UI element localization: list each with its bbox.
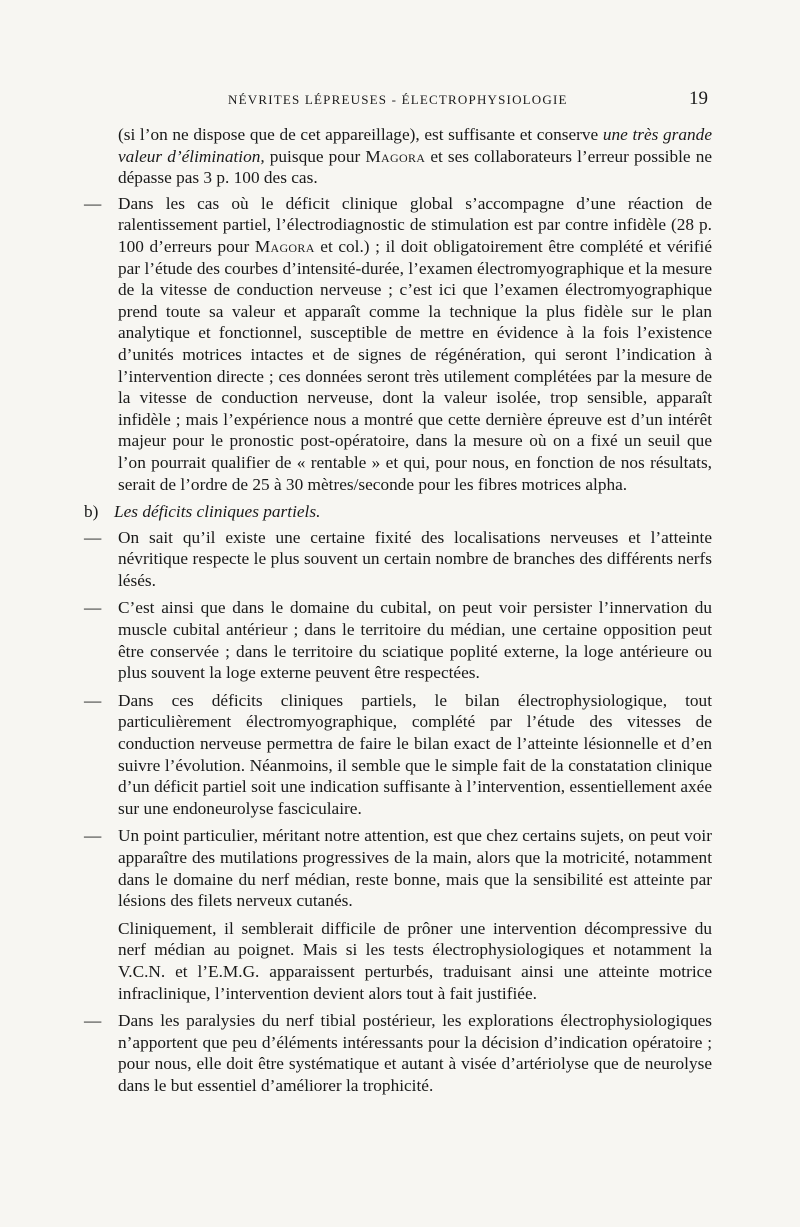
intro-italic-phrase: une très grande valeur d’élimination,	[118, 125, 712, 166]
intro-text-1: (si l’on ne dispose que de cet appareillage), est suffisante et conserve	[118, 125, 603, 144]
dash-marker: —	[84, 598, 102, 618]
list-item-cubital	[84, 597, 712, 683]
body-text	[84, 124, 712, 1097]
dash-marker: —	[84, 1011, 102, 1031]
list-item-partial-deficits	[84, 690, 712, 820]
item1-text-1: Dans les cas où le déficit clinique global s’accompagne d’une réaction de ralentissement partiel, l’électrodiagnostic de stimulation est par contre infidèle (28 p. 100 d’erreurs pour	[118, 193, 712, 256]
list-item-global-deficit	[84, 193, 712, 495]
author-name: Magora	[254, 236, 315, 256]
intro-text-2: puisque pour	[264, 146, 366, 166]
dash-marker: —	[84, 193, 102, 213]
intro-paragraph	[84, 124, 712, 189]
list-item-tibial	[84, 1010, 712, 1096]
dash-marker: —	[84, 527, 102, 547]
section-heading-b	[84, 501, 712, 523]
dash-marker: —	[84, 826, 102, 846]
running-title: NÉVRITES LÉPREUSES - ÉLECTROPHYSIOLOGIE	[228, 92, 568, 107]
page-number: 19	[689, 88, 708, 109]
running-header	[0, 90, 800, 112]
list-item-particular-point	[84, 825, 712, 911]
paragraph-clinically	[84, 918, 712, 1004]
item2-text: On sait qu’il existe une certaine fixité des localisations nerveuses et l’atteinte névritique respecte le plus souvent un certain nombre de branches des différents nerfs lésés.	[118, 527, 712, 590]
list-item-fixity	[84, 527, 712, 592]
author-name: Magora	[365, 146, 426, 166]
item4-text: Dans ces déficits cliniques partiels, le bilan électrophysiologique, tout particulièrement électromyographique, complété par l’étude des vitesses de conduction nerveuse permettra de faire le bilan exact de l’atteinte lésionnelle et d’en suivre l’évolution. Néanmoins, il semble que le simple fait de la constatation clinique d’un déficit partiel soit une indication suffisante à l’intervention, essentiellement axée sur une endoneurolyse fasciculaire.	[118, 690, 712, 818]
clinically-text: Cliniquement, il semblerait difficile de prôner une intervention décompressive du nerf médian au poignet. Mais si les tests électrophysiologiques et notamment la V.C.N. et l’E.M.G. apparaissent perturbés, traduisant ainsi une atteinte motrice infraclinique, l’intervention devient alors tout à fait justifiée.	[118, 918, 712, 1003]
item5-text: Un point particulier, méritant notre attention, est que chez certains sujets, on peut voir apparaître des mutilations progressives de la main, alors que la motricité, notamment dans le domaine du nerf médian, reste bonne, mais que la sensibilité est atteinte par lésions des filets nerveux cutanés.	[118, 826, 712, 911]
section-letter: b)	[84, 502, 99, 522]
dash-marker: —	[84, 690, 102, 710]
item1-text-2: et col.) ; il doit obligatoirement être complété et vérifié par l’étude des courbes d’intensité-durée, l’examen électromyographique et la mesure de la vitesse de conduction nerveuse ; c’est ici que l’examen électromyographique prend toute sa valeur et apparaît comme la technique la plus fidèle sur le plan analytique et fonctionnel, susceptible de mettre en évidence à la fois l’existence d’unités motrices intactes et de signes de régénération, qui seront l’indication à l’intervention directe ; ces données seront très utilement complétées par la mesure de la vitesse de conduction nerveuse, dont la valeur isolée, trop sensible, apparaît infidèle ; mais l’expérience nous a montré que cette dernière épreuve est d’un intérêt majeur pour le pronostic post-opératoire, dans la mesure où on a fixé un seuil que l’on pourrait qualifier de « rentable » et qui, pour nous, en fonction de nos résultats, serait de l’ordre de 25 à 30 mètres/seconde pour les fibres motrices alpha.	[118, 236, 712, 494]
item3-text: C’est ainsi que dans le domaine du cubital, on peut voir persister l’innervation du muscle cubital antérieur ; dans le territoire du médian, une certaine opposition peut être conservée ; dans le territoire du sciatique poplité externe, la loge antérieure ou plus souvent la loge externe peuvent être respectées.	[118, 598, 712, 683]
item6-text: Dans les paralysies du nerf tibial postérieur, les explorations électrophysiologiques n’apportent que peu d’éléments intéressants pour la décision d’indication opératoire ; pour nous, elle doit être systématique et autant à visée d’artériolyse que de neurolyse dans le but essentiel d’améliorer la trophicité.	[118, 1011, 712, 1095]
intro-text-3: et ses collaborateurs l’erreur possible ne dépasse pas 3 p. 100 des cas.	[118, 146, 713, 188]
section-title: Les déficits cliniques partiels.	[114, 502, 321, 522]
